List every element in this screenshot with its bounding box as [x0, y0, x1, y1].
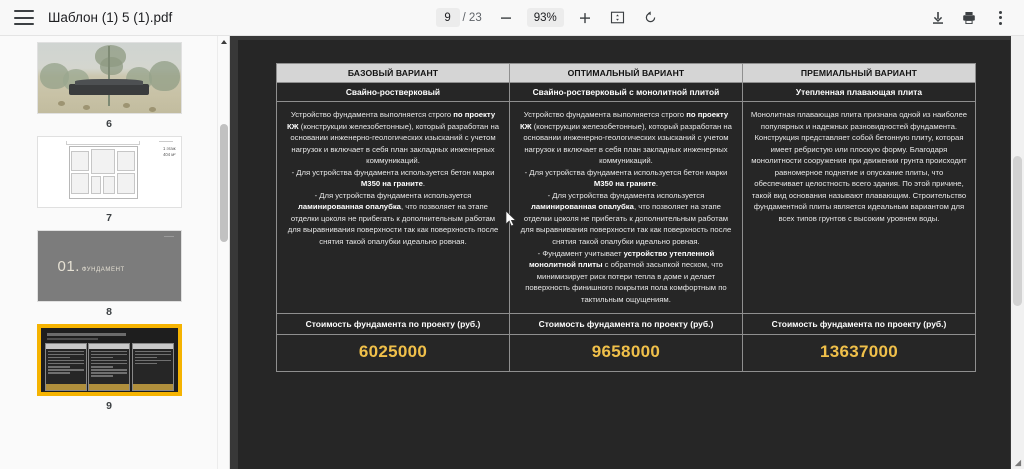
- cost-label-optimal: Стоимость фундамента по проекту (руб.): [509, 314, 742, 335]
- sidebar-scrollbar-thumb[interactable]: [220, 124, 228, 242]
- chapter-title: ФУНДАМЕНТ: [81, 266, 125, 273]
- table-row-prices: [277, 335, 976, 372]
- scroll-up-arrow-icon[interactable]: [221, 40, 227, 44]
- page-total-label: / 23: [462, 11, 482, 24]
- thumbnail-sidebar: [0, 36, 230, 469]
- table-row-headers: [277, 64, 976, 83]
- page-number-input[interactable]: [436, 8, 460, 27]
- download-icon[interactable]: [926, 6, 950, 30]
- hamburger-menu-icon[interactable]: [14, 10, 34, 25]
- table-header-optimal: ОПТИМАЛЬНЫЙ ВАРИАНТ: [509, 64, 742, 83]
- table-row-cost-labels: [277, 314, 976, 335]
- fit-to-page-icon[interactable]: [606, 6, 630, 30]
- thumbnail-item[interactable]: [0, 230, 218, 318]
- price-premium: 13637000: [742, 335, 975, 372]
- thumbnail-list: [0, 36, 218, 418]
- thumbnail-item-selected[interactable]: [0, 324, 218, 412]
- zoom-in-button[interactable]: [573, 6, 597, 30]
- table-row-body: [277, 102, 976, 314]
- top-toolbar: [0, 0, 1024, 36]
- foundation-comparison-table: [276, 63, 976, 372]
- thumbnail-item[interactable]: [0, 136, 218, 224]
- table-body-optimal: Устройство фундамента выполняется строго по проекту КЖ (конструкции железобетонные), который разработан на основании инженерно-геологических изысканий с учетом нагрузок и включает в себя план закладных инженерных коммуникаций. - Для устройства фундамента используется бетон марки М350 на граните. - Для устройства фундамента используется ламинированная опалубка, что позволяет на этапе отделки цоколя не прибегать к дополнительным работам для выравнивания поверхности так как поверхность после снятия такой опалубки идеально ровная. - Фундамент учитывает устройство утепленной монолитной плиты с обратной засыпкой песком, что минимизирует риск потери тепла в доме и делает поверхность финишного покрытия пола комфортным по тактильным ощущениям.: [509, 102, 742, 314]
- thumbnail-page-9[interactable]: [37, 324, 182, 396]
- toolbar-left-group: [0, 10, 172, 25]
- page-navigation: [436, 8, 482, 27]
- resize-corner-icon: [1013, 458, 1022, 467]
- viewer-scrollbar-thumb[interactable]: [1013, 156, 1022, 306]
- table-row-subheaders: [277, 83, 976, 102]
- toolbar-right-group: [926, 6, 1024, 30]
- thumbnail-page-number: 7: [106, 212, 112, 224]
- table-header-basic: БАЗОВЫЙ ВАРИАНТ: [277, 64, 510, 83]
- price-optimal: 9658000: [509, 335, 742, 372]
- document-viewer: [230, 36, 1024, 469]
- table-body-basic: Устройство фундамента выполняется строго по проекту КЖ (конструкции железобетонные), который разработан на основании инженерно-геологических изысканий с учетом нагрузок и включает в себя план закладных инженерных коммуникаций. - Для устройства фундамента используется бетон марки М350 на граните. - Для устройства фундамента используется ламинированная опалубка, что позволяет на этапе отделки цоколя не прибегать к дополнительным работам для выравнивания поверхности так как поверхность после снятия такой опалубки идеально ровная.: [277, 102, 510, 314]
- table-header-premium: ПРЕМИАЛЬНЫЙ ВАРИАНТ: [742, 64, 975, 83]
- table-subheader-optimal: Свайно-ростверковый с монолитной плитой: [509, 83, 742, 102]
- viewer-scrollbar[interactable]: [1011, 36, 1024, 469]
- cost-label-premium: Стоимость фундамента по проекту (руб.): [742, 314, 975, 335]
- toolbar-center-group: [172, 6, 926, 30]
- thumbnail-page-number: 6: [106, 118, 112, 130]
- thumbnail-page-8[interactable]: [37, 230, 182, 302]
- table-subheader-basic: Свайно-ростверковый: [277, 83, 510, 102]
- rotate-icon[interactable]: [639, 6, 663, 30]
- thumbnail-page-7[interactable]: [37, 136, 182, 208]
- table-subheader-premium: Утепленная плавающая плита: [742, 83, 975, 102]
- zoom-out-button[interactable]: [494, 6, 518, 30]
- sidebar-scrollbar[interactable]: [217, 36, 229, 469]
- zoom-controls: [494, 6, 663, 30]
- table-body-premium: Монолитная плавающая плита признана одной из наиболее популярных и надежных разновидностей фундамента. Конструкция представляет собой бетонную плиту, которая имеет ребристую или плоскую форму. Благодаря монолитности сооружения при движении грунта происходит равномерное поднятие и опускание плиты, что обеспечивает целостность всего здания. По этой причине, такой вид основания называют плавающим. Строительство фундаментной плиты является идеальным вариантом для всех типов грунтов с высоким уровнем воды.: [742, 102, 975, 314]
- more-options-icon[interactable]: [988, 6, 1012, 30]
- price-basic: 6025000: [277, 335, 510, 372]
- zoom-level-value[interactable]: 93%: [527, 8, 564, 27]
- pdf-page-9: [238, 40, 1010, 469]
- thumbnail-item[interactable]: [0, 42, 218, 130]
- floorplan-label-line2: 404 м²: [163, 151, 176, 157]
- floorplan-label-line1: 1 этаж: [162, 146, 176, 151]
- thumbnail-page-number: 9: [106, 400, 112, 412]
- cost-label-basic: Стоимость фундамента по проекту (руб.): [277, 314, 510, 335]
- chapter-number: 01.: [57, 257, 80, 275]
- thumbnail-page-number: 8: [106, 306, 112, 318]
- print-icon[interactable]: [957, 6, 981, 30]
- document-title: Шаблон (1) 5 (1).pdf: [48, 10, 173, 25]
- thumbnail-page-6[interactable]: [37, 42, 182, 114]
